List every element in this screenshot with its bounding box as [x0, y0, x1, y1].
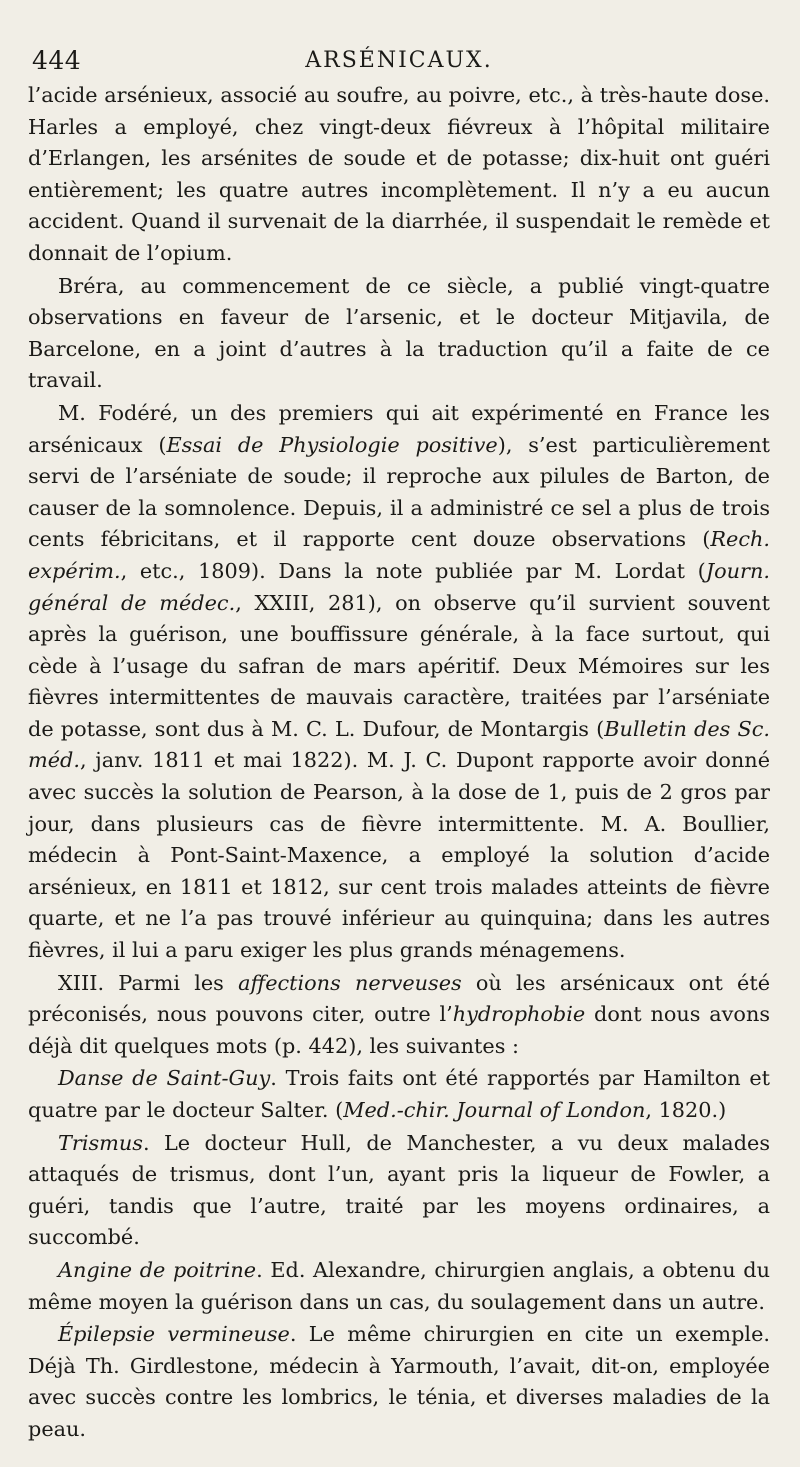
text-run: M. Fodéré, un des premiers qui ait expérimenté en France les arsénicaux ( [28, 400, 770, 457]
text-run: , 1820.) [645, 1098, 727, 1122]
italic-text: Danse de Saint-Guy [58, 1066, 271, 1091]
text-run: XIII. Parmi les [58, 970, 239, 995]
text-run: . Le même chirurgien en cite un exemple. Déjà Th. Girdlestone, médecin à Yarmouth, l’avait, dit-on, employée avec succès contre les lombrics, le ténia, et diverses maladies de la peau. [28, 1322, 770, 1441]
text-run: . Trois faits ont été rapportés par Hamilton et quatre par le docteur Salter. ( [28, 1066, 770, 1122]
italic-text: Essai de Physiologie positive [166, 432, 498, 457]
text-run: ), s’est particulièrement servi de l’arséniate de soude; il reproche aux pilules de Barton, de causer de la somnolence. Depuis, il a administré ce sel a plus de trois cents fébricitans, et il rapporte cent douze observations ( [28, 432, 770, 552]
text-run: , janv. 1811 et mai 1822). M. J. C. Dupont rapporte avoir donné avec succès la solution de Pearson, à la dose de 1, puis de 2 gros par jour, dans plusieurs cas de fièvre intermittente. M. A. Boullier, médecin à Pont-Saint-Maxence, a employé la solution d’acide arsénieux, en 1811 et 1812, sur cent trois malades atteints de fièvre quarte, et ne l’a pas trouvé inférieur au quinquina; dans les autres fièvres, il lui a paru exiger les plus grands ménagemens. [28, 748, 770, 963]
text-run: , XXIII, 281), on observe qu’il survient souvent après la guérison, une bouffissure générale, à la face surtout, qui cède à l’usage du safran de mars apéritif. Deux Mémoires sur les fièvres intermittentes de mauvais caractère, traitées par l’arséniate de potasse, sont dus à M. C. L. Dufour, de Montargis ( [28, 590, 770, 741]
running-title: ARSÉNICAUX. [305, 48, 493, 73]
page-number: 444 [32, 46, 82, 75]
italic-text: Trismus [58, 1130, 143, 1155]
paragraph [28, 968, 770, 1063]
page-header [28, 44, 770, 80]
paragraph [28, 271, 770, 397]
body-text [28, 80, 770, 1446]
text-run: dont nous avons déjà dit quelques mots (p. 442), les suivantes : [28, 1002, 771, 1058]
italic-text: Bulletin des Sc. méd. [28, 716, 770, 773]
paragraph [28, 1255, 770, 1318]
text-run: . Le docteur Hull, de Manchester, a vu deux malades attaqués de trismus, dont l’un, ayant pris la liqueur de Fowler, a guéri, tandis que l’autre, traité par les moyens ordinaires, a succombé. [28, 1130, 770, 1250]
paragraph [28, 1063, 770, 1126]
text-run: où les arsénicaux ont été préconisés, nous pouvons citer, outre l’ [28, 970, 771, 1027]
paragraph [28, 1319, 770, 1445]
italic-text: affections nerveuses [238, 970, 462, 995]
italic-text: Épilepsie vermineuse [58, 1322, 290, 1347]
paragraph [28, 80, 770, 270]
text-run: Bréra, au commencement de ce siècle, a publié vingt-quatre observations en faveur de l’arsenic, et le docteur Mitjavila, de Barcelone, en a joint d’autres à la traduction qu’il a faite de ce travail. [28, 273, 770, 393]
italic-text: Journ. général de médec. [28, 558, 770, 615]
text-run: l’acide arsénieux, associé au soufre, au poivre, etc., à très-haute dose. Harles a employé, chez vingt-deux fiévreux à l’hôpital militaire d’Erlangen, les arsénites de soude et de potasse; dix-huit ont guéri entièrement; les quatre autres incomplètement. Il n’y a eu aucun accident. Quand il survenait de la diarrhée, il suspendait le remède et donnait de l’opium. [28, 83, 770, 265]
text-run: , etc., 1809). Dans la note publiée par M. Lordat ( [120, 558, 706, 583]
italic-text: Med.-chir. Journal of London [343, 1098, 646, 1122]
italic-text: Angine de poitrine [58, 1257, 257, 1282]
italic-text: hydrophobie [452, 1002, 586, 1027]
paragraph [28, 398, 770, 967]
text-run: . Ed. Alexandre, chirurgien anglais, a obtenu du même moyen la guérison dans un cas, du soulagement dans un autre. [28, 1257, 770, 1314]
italic-text: Rech. expérim. [28, 527, 770, 583]
paragraph [28, 1128, 770, 1254]
